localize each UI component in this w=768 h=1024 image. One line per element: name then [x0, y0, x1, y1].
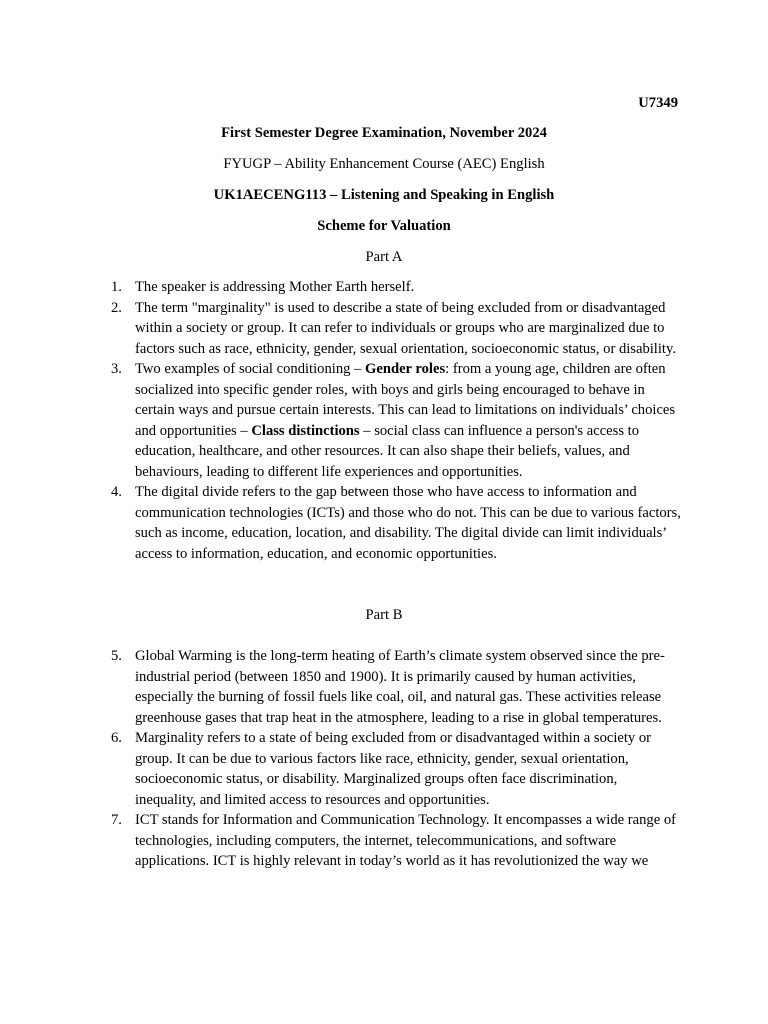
list-item: [111, 728, 681, 810]
item-number: 1.: [111, 279, 122, 295]
exam-title: First Semester Degree Examination, November 2024: [221, 125, 547, 141]
scheme-title: Scheme for Valuation: [317, 218, 451, 234]
list-item: [111, 646, 681, 728]
list-item: [111, 277, 681, 298]
part-a-list: [111, 277, 681, 564]
list-item: [111, 810, 681, 872]
list-item: [111, 298, 681, 360]
item-number: 3.: [111, 361, 122, 377]
item-bold-gender-roles: Gender roles: [365, 361, 446, 377]
item-text: ICT stands for Information and Communication Technology. It encompasses a wide range of technologies, including computers, the internet, telecommunications, and software applications. ICT is highly relevant in today’s world as it has revolutionized the way we: [135, 812, 676, 869]
course-title: UK1AECENG113 – Listening and Speaking in English: [213, 187, 555, 203]
item-number: 5.: [111, 648, 122, 664]
item-text: The speaker is addressing Mother Earth herself.: [135, 279, 415, 295]
list-item: [111, 482, 681, 564]
item-text-pre: Two examples of social conditioning –: [135, 361, 366, 377]
item-number: 7.: [111, 812, 122, 828]
list-item: [111, 359, 681, 482]
part-b-list: [111, 646, 681, 872]
item-text: The term "marginality" is used to describe a state of being excluded from or disadvantaged within a society or group. It can refer to individuals or groups who are marginalized due to factors such as race, ethnicity, gender, sexual orientation, socioeconomic status, or disability.: [135, 299, 676, 357]
paper-code: U7349: [638, 95, 678, 111]
item-number: 4.: [111, 484, 122, 500]
part-b-heading: Part B: [365, 607, 403, 623]
item-text: The digital divide refers to the gap between those who have access to information and communication technologies (ICTs) and those who do not. This can be due to various factors, such as income, education, location, and disability. The digital divide can limit individuals’ access to information, education, and economic opportunities.: [135, 484, 681, 562]
item-text: [135, 359, 681, 482]
item-text-mid: : from a young age, children are often socialized into specific gender roles, with boys and girls being encouraged to behave in certain ways and pursue certain interests. This can lead to limitations on individuals’ choices and opportunities –: [135, 361, 676, 439]
item-text: Global Warming is the long-term heating of Earth’s climate system observed since the pre-industrial period (between 1850 and 1900). It is primarily caused by human activities, especially the burning of fossil fuels like coal, oil, and natural gas. These activities release greenhouse gases that trap heat in the atmosphere, leading to a rise in global temperatures.: [135, 648, 665, 726]
item-number: 6.: [111, 730, 122, 746]
programme-title: FYUGP – Ability Enhancement Course (AEC) English: [223, 156, 545, 172]
item-text: Marginality refers to a state of being excluded from or disadvantaged within a society or group. It can be due to various factors like race, ethnicity, gender, sexual orientation, socioeconomic status, or disability. Marginalized groups often face discrimination, inequality, and limited access to resources and opportunities.: [135, 730, 652, 808]
item-text-post: – social class can influence a person's access to education, healthcare, and other resources. It can also shape their beliefs, values, and behaviours, leading to different life experiences and opportunities.: [135, 422, 640, 480]
part-a-heading: Part A: [365, 249, 403, 265]
item-bold-class-distinctions: Class distinctions: [251, 422, 360, 439]
item-number: 2.: [111, 299, 122, 316]
